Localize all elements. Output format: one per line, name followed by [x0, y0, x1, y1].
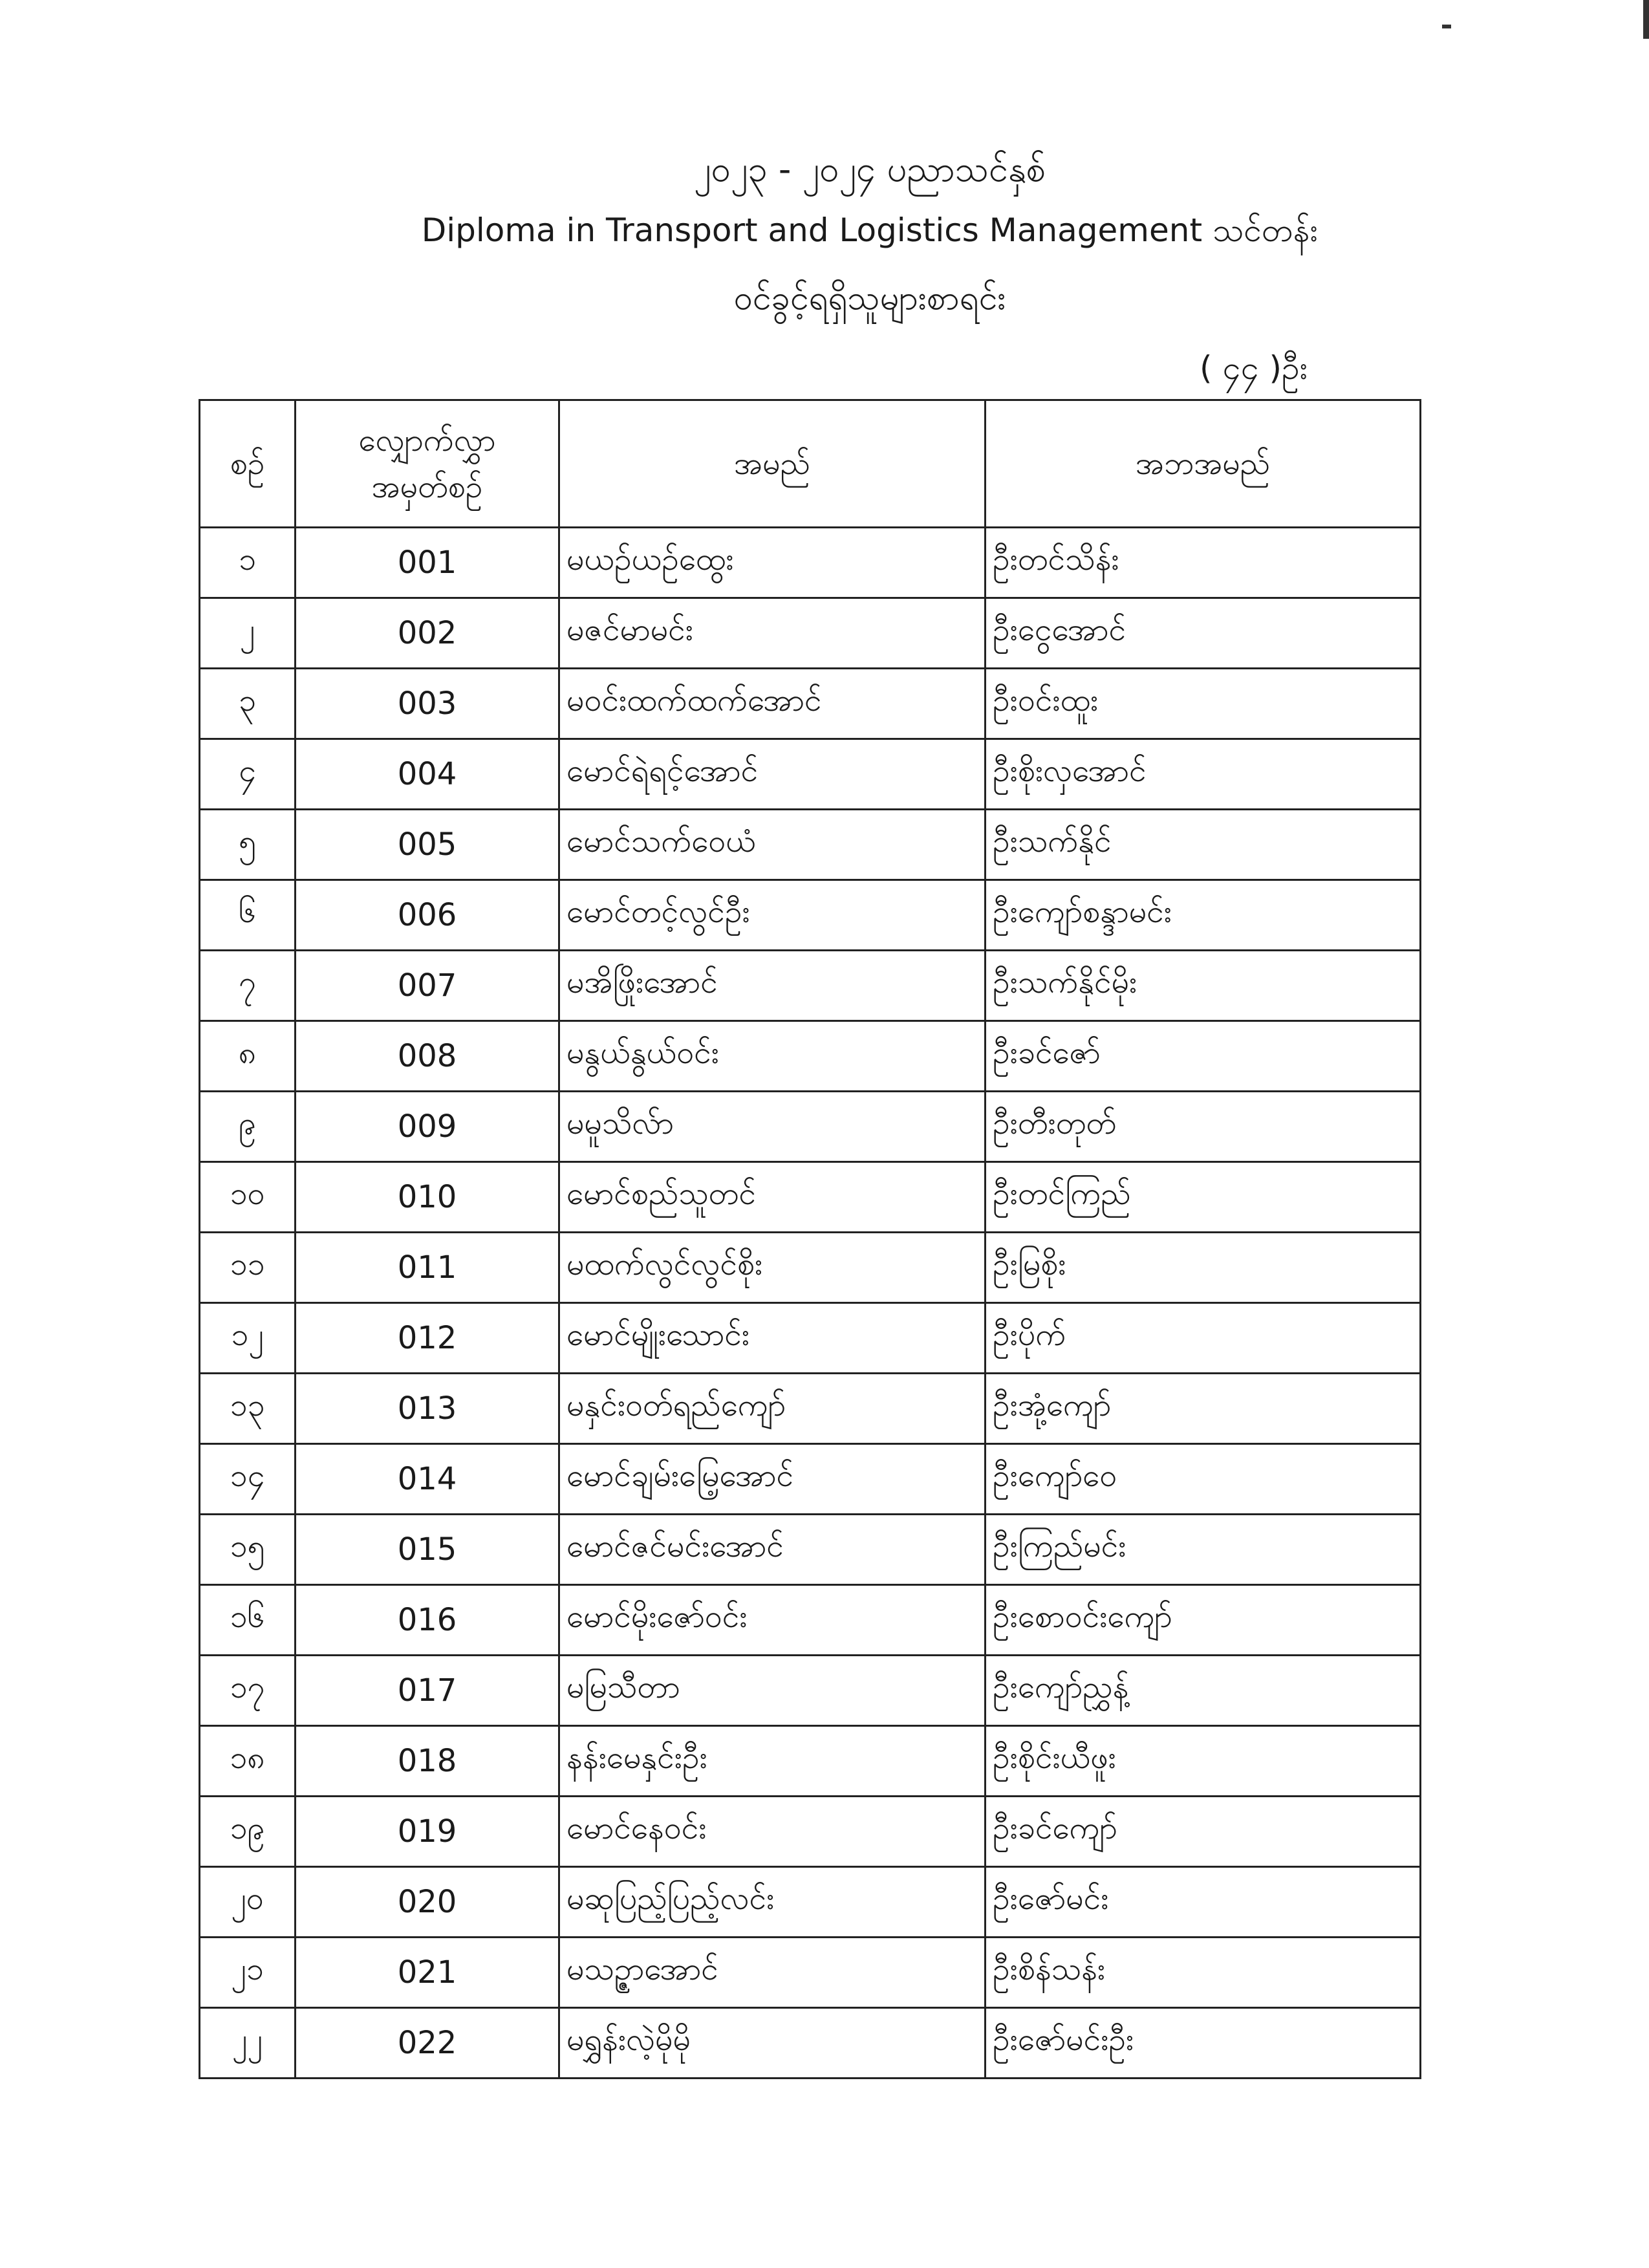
cell-serial: ၅: [200, 810, 296, 880]
admission-table: [199, 399, 1421, 2079]
table-row: [200, 669, 1421, 739]
cell-father-name: ဦးဇော်မင်းဦး: [986, 2008, 1421, 2079]
table-row: [200, 1585, 1421, 1656]
cell-name: မယဉ်ယဉ်ထွေး: [559, 528, 986, 598]
cell-application-no: 002: [296, 598, 559, 669]
cell-name: မောင်မျိုးသောင်း: [559, 1303, 986, 1374]
cell-serial: ၁၃: [200, 1374, 296, 1444]
cell-serial: ၆: [200, 880, 296, 951]
cell-father-name: ဦးစိုးလှအောင်: [986, 739, 1421, 810]
table-row: [200, 739, 1421, 810]
table-row: [200, 1303, 1421, 1374]
col-header-serial: စဉ်: [200, 400, 296, 528]
cell-name: မောင်နေဝင်း: [559, 1797, 986, 1867]
cell-father-name: ဦးသက်နိုင်: [986, 810, 1421, 880]
cell-father-name: ဦးတီးတုတ်: [986, 1092, 1421, 1162]
table-row: [200, 1233, 1421, 1303]
cell-father-name: ဦးခင်ဇော်: [986, 1021, 1421, 1092]
cell-serial: ၉: [200, 1092, 296, 1162]
table-row: [200, 1726, 1421, 1797]
cell-name: မောင်ချမ်းမြေ့အောင်: [559, 1444, 986, 1515]
cell-father-name: ဦးသက်နိုင်မိုး: [986, 951, 1421, 1021]
cell-application-no: 010: [296, 1162, 559, 1233]
table-row: [200, 598, 1421, 669]
cell-name: မနှင်းဝတ်ရည်ကျော်: [559, 1374, 986, 1444]
cell-serial: ၂၁: [200, 1938, 296, 2008]
cell-father-name: ဦးစိုင်းယီဖူး: [986, 1726, 1421, 1797]
cell-application-no: 011: [296, 1233, 559, 1303]
cell-application-no: 019: [296, 1797, 559, 1867]
cell-name: မသဉ္ဇာအောင်: [559, 1938, 986, 2008]
cell-name: မရွှန်းလဲ့မိုမို: [559, 2008, 986, 2079]
cell-serial: ၁၉: [200, 1797, 296, 1867]
cell-name: မမြသီတာ: [559, 1656, 986, 1726]
cell-father-name: ဦးကျော်ဝေ: [986, 1444, 1421, 1515]
cell-name: မောင်ဇင်မင်းအောင်: [559, 1515, 986, 1585]
cell-name: နန်းမေနှင်းဦး: [559, 1726, 986, 1797]
cell-father-name: ဦးအုံ့ကျော်: [986, 1374, 1421, 1444]
cell-application-no: 021: [296, 1938, 559, 2008]
cell-application-no: 014: [296, 1444, 559, 1515]
scan-mark: [1442, 25, 1451, 28]
table-body: [200, 528, 1421, 2079]
cell-application-no: 006: [296, 880, 559, 951]
cell-serial: ၁၅: [200, 1515, 296, 1585]
course-title: Diploma in Transport and Logistics Management သင်တန်း: [421, 211, 1319, 249]
cell-application-no: 007: [296, 951, 559, 1021]
col-header-name: အမည်: [559, 400, 986, 528]
cell-name: မထက်လွင်လွင်စိုး: [559, 1233, 986, 1303]
table-row: [200, 2008, 1421, 2079]
table-row: [200, 810, 1421, 880]
cell-serial: ၇: [200, 951, 296, 1021]
cell-serial: ၁၈: [200, 1726, 296, 1797]
scan-mark: [1643, 0, 1649, 39]
cell-serial: ၁၆: [200, 1585, 296, 1656]
col-header-application-no-text: လျှောက်လွှာ အမှတ်စဉ်: [358, 422, 496, 505]
cell-serial: ၁၇: [200, 1656, 296, 1726]
cell-father-name: ဦးမြစိုး: [986, 1233, 1421, 1303]
cell-father-name: ဦးကျော်စန္ဒာမင်း: [986, 880, 1421, 951]
cell-application-no: 003: [296, 669, 559, 739]
cell-name: မောင်တင့်လွင်ဦး: [559, 880, 986, 951]
cell-name: မဇင်မာမင်း: [559, 598, 986, 669]
cell-name: မောင်ရဲရင့်အောင်: [559, 739, 986, 810]
cell-serial: ၄: [200, 739, 296, 810]
cell-serial: ၈: [200, 1021, 296, 1092]
cell-application-no: 005: [296, 810, 559, 880]
cell-application-no: 020: [296, 1867, 559, 1938]
cell-father-name: ဦးတင်ကြည်: [986, 1162, 1421, 1233]
cell-name: မဝင်းထက်ထက်အောင်: [559, 669, 986, 739]
cell-father-name: ဦးငွေအောင်: [986, 598, 1421, 669]
table-row: [200, 1092, 1421, 1162]
cell-father-name: ဦးစိန်သန်း: [986, 1938, 1421, 2008]
cell-father-name: ဦးတင်သိန်း: [986, 528, 1421, 598]
table-row: [200, 1021, 1421, 1092]
total-count: ( ၄၄ )ဦး: [1200, 349, 1308, 387]
cell-name: မောင်မိုးဇော်ဝင်း: [559, 1585, 986, 1656]
cell-name: မောင်စည်သူတင်: [559, 1162, 986, 1233]
cell-father-name: ဦးဇော်မင်း: [986, 1867, 1421, 1938]
cell-application-no: 015: [296, 1515, 559, 1585]
cell-name: မအိဖြိုးအောင်: [559, 951, 986, 1021]
cell-serial: ၁: [200, 528, 296, 598]
cell-serial: ၂၂: [200, 2008, 296, 2079]
cell-serial: ၂: [200, 598, 296, 669]
cell-application-no: 013: [296, 1374, 559, 1444]
cell-application-no: 004: [296, 739, 559, 810]
cell-name: မမူသိလ်ာ: [559, 1092, 986, 1162]
table-row: [200, 1162, 1421, 1233]
table-row: [200, 880, 1421, 951]
cell-father-name: ဦးစောဝင်းကျော်: [986, 1585, 1421, 1656]
cell-serial: ၂၀: [200, 1867, 296, 1938]
col-header-father-name: အဘအမည်: [986, 400, 1421, 528]
cell-application-no: 012: [296, 1303, 559, 1374]
list-title: ဝင်ခွင့်ရရှိသူများစာရင်း: [733, 279, 1006, 318]
cell-application-no: 001: [296, 528, 559, 598]
cell-name: မဆုပြည့်ပြည့်လင်း: [559, 1867, 986, 1938]
cell-serial: ၁၁: [200, 1233, 296, 1303]
table-row: [200, 1938, 1421, 2008]
cell-application-no: 017: [296, 1656, 559, 1726]
table-row: [200, 951, 1421, 1021]
cell-application-no: 016: [296, 1585, 559, 1656]
cell-serial: ၁၄: [200, 1444, 296, 1515]
cell-application-no: 009: [296, 1092, 559, 1162]
cell-father-name: ဦးပိုက်: [986, 1303, 1421, 1374]
table-row: [200, 1444, 1421, 1515]
table-row: [200, 528, 1421, 598]
cell-name: မောင်သက်ဝေယံ: [559, 810, 986, 880]
cell-application-no: 022: [296, 2008, 559, 2079]
cell-father-name: ဦးကြည်မင်း: [986, 1515, 1421, 1585]
cell-serial: ၁၂: [200, 1303, 296, 1374]
col-header-application-no: [296, 400, 559, 528]
cell-father-name: ဦးဝင်းထူး: [986, 669, 1421, 739]
table-row: [200, 1515, 1421, 1585]
cell-name: မနွယ်နွယ်ဝင်း: [559, 1021, 986, 1092]
cell-application-no: 018: [296, 1726, 559, 1797]
table-row: [200, 1867, 1421, 1938]
cell-serial: ၃: [200, 669, 296, 739]
cell-father-name: ဦးကျော်ညွှန့်: [986, 1656, 1421, 1726]
table-header-row: [200, 400, 1421, 528]
document-title: ၂၀၂၃ - ၂၀၂၄ ပညာသင်နှစ်: [693, 149, 1046, 189]
table-row: [200, 1656, 1421, 1726]
cell-serial: ၁၀: [200, 1162, 296, 1233]
table-row: [200, 1374, 1421, 1444]
cell-father-name: ဦးခင်ကျော်: [986, 1797, 1421, 1867]
table-row: [200, 1797, 1421, 1867]
cell-application-no: 008: [296, 1021, 559, 1092]
